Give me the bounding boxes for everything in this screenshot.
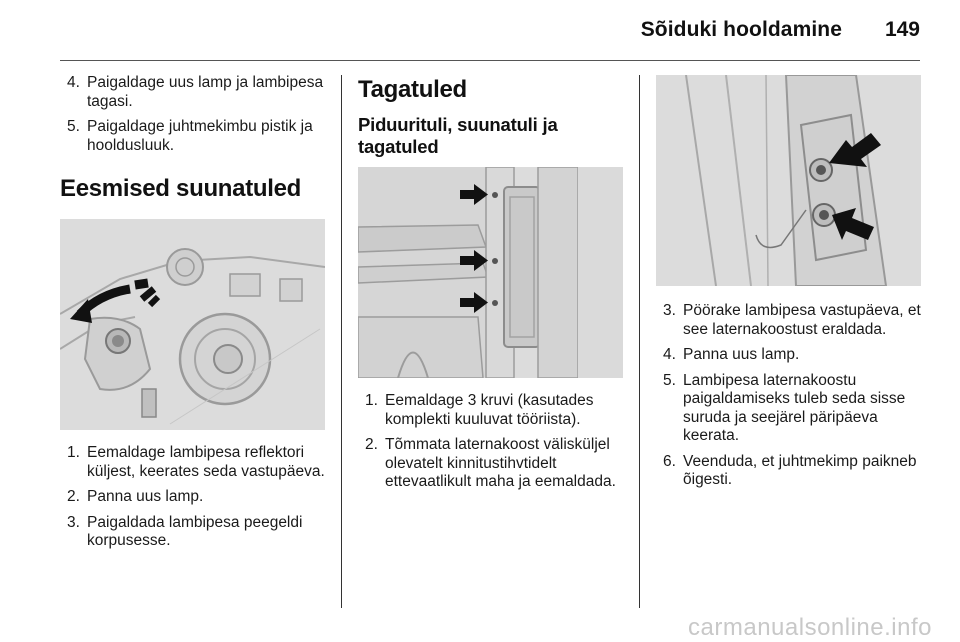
list-item: 5. Lambipesa laternakoostu paigaldamiseks tuleb seda sisse suruda ja seejärel päripäeva keerata. [663,371,906,444]
headlamp-illustration [60,219,325,430]
section-heading-rear-lights: Tagatuled [358,76,467,103]
header-divider [60,60,920,61]
column-divider-left [341,75,342,608]
watermark: carmanualsonline.info [688,614,932,641]
subsection-heading-brake-indicator-tail: Piduurituli, suunatuli ja tagatuled [358,114,558,157]
column-divider-right [639,75,640,608]
column-3 [656,74,921,497]
section-heading-front-indicators: Eesmised suunatuled [60,175,302,202]
rear-light-illustration [358,167,623,378]
list-item: 4. Paigaldage uus lamp ja lambipesa tagasi. [67,74,324,110]
page-header-title: Sõiduki hooldamine [640,18,842,41]
steps-list-bulb-replacement [656,302,921,490]
list-item: 3. Pöörake lambipesa vastupäeva, et see laternakoostust eraldada. [663,302,921,338]
list-item: 3. Paigaldada lambipesa peegeldi korpusesse. [67,513,303,549]
list-item: 5. Paigaldage juhtmekimbu pistik ja hooldusluuk. [67,118,313,154]
list-item: 2. Panna uus lamp. [67,488,204,505]
steps-list-front-indicators [60,444,325,551]
figure-rear-light-screws [358,167,623,378]
list-item: 6. Veenduda, et juhtmekimp paikneb õigesti. [663,452,917,488]
list-item: 1. Eemaldage 3 kruvi (kasutades komplekti kuuluvat tööriista). [365,392,594,428]
figure-front-indicator [60,219,325,430]
list-item: 2. Tõmmata laternakoost välisküljel olevatelt kinnitustihvtidelt ettevaatlikult maha ja eemaldada. [365,436,616,490]
figure-bulb-holders [656,75,921,286]
list-item: 1. Eemaldage lambipesa reflektori küljest, keerates seda vastupäeva. [67,444,325,480]
page-number: 149 [884,18,920,41]
column-2 [358,74,623,499]
bulb-holder-illustration [656,75,921,286]
steps-list-rear-lights [358,392,623,492]
list-item: 4. Panna uus lamp. [663,346,800,363]
steps-list-continued [60,74,325,155]
column-1 [60,74,325,558]
